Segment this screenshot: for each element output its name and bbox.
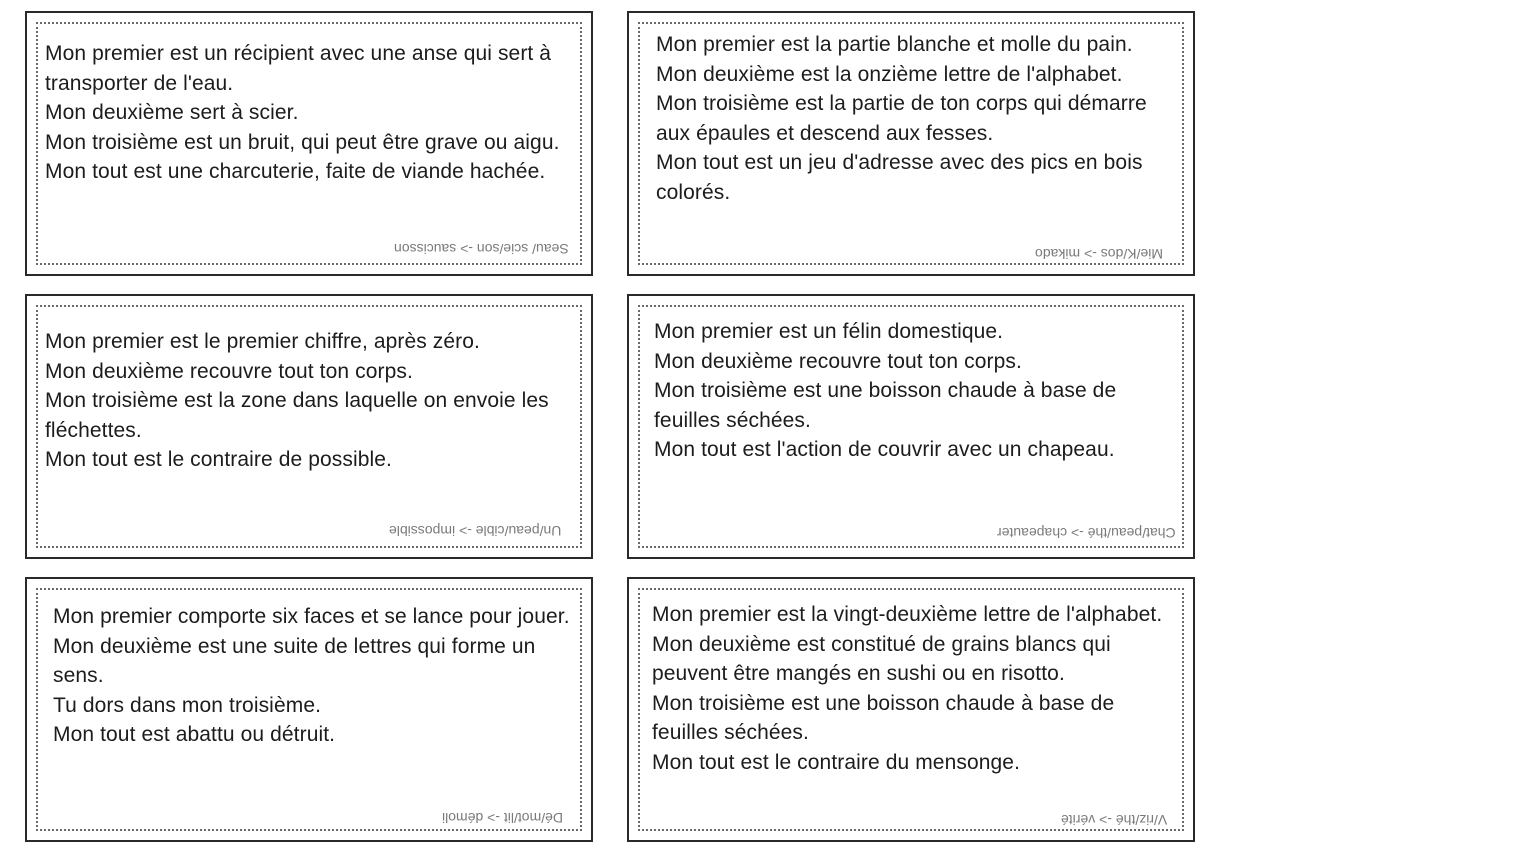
upside-down-answer: Un/peau/cible -> impossible bbox=[388, 523, 561, 539]
clue-whole: Mon tout est abattu ou détruit. bbox=[53, 723, 336, 747]
riddle-text bbox=[652, 600, 1179, 778]
riddle-card-chapeauter bbox=[627, 294, 1195, 559]
clue-first: Mon premier est un récipient avec une anse qui sert à transporter de l'eau. bbox=[45, 42, 552, 95]
riddle-text bbox=[45, 39, 577, 187]
riddle-text bbox=[654, 317, 1179, 465]
upside-down-answer: Seau/ scie/son -> saucisson bbox=[394, 241, 569, 257]
clue-whole: Mon tout est un jeu d'adresse avec des pics en bois colorés. bbox=[656, 151, 1143, 204]
riddle-text bbox=[45, 327, 577, 475]
clue-first: Mon premier comporte six faces et se lance pour jouer. bbox=[53, 605, 570, 628]
riddle-card-verite bbox=[627, 577, 1195, 842]
clue-whole: Mon tout est le contraire du mensonge. bbox=[652, 750, 1021, 774]
clue-third: Mon troisième est la zone dans laquelle on envoie les fléchettes. bbox=[45, 389, 549, 442]
clue-third: Mon troisième est la partie de ton corps qui démarre aux épaules et descend aux fesses. bbox=[656, 92, 1147, 145]
clue-whole: Mon tout est le contraire de possible. bbox=[45, 448, 392, 472]
clue-first: Mon premier est un félin domestique. bbox=[654, 320, 1004, 343]
clue-second: Mon deuxième sert à scier. bbox=[45, 101, 299, 125]
clue-whole: Mon tout est l'action de couvrir avec un chapeau. bbox=[654, 438, 1115, 462]
clue-third: Mon troisième est une boisson chaude à base de feuilles séchées. bbox=[654, 379, 1117, 432]
riddle-text bbox=[656, 30, 1179, 208]
upside-down-answer: Dé/mot/lit -> démoli bbox=[442, 810, 563, 826]
clue-third: Mon troisième est une boisson chaude à base de feuilles séchées. bbox=[652, 691, 1115, 745]
clue-first: Mon premier est la vingt-deuxième lettre de l'alphabet. bbox=[652, 603, 1163, 626]
clue-second: Mon deuxième recouvre tout ton corps. bbox=[45, 359, 413, 383]
clue-second: Mon deuxième recouvre tout ton corps. bbox=[654, 349, 1022, 373]
upside-down-answer: Chat/peau/thé -> chapeauter bbox=[997, 525, 1176, 541]
riddle-card-impossible bbox=[25, 294, 593, 559]
riddle-card-mikado bbox=[627, 11, 1195, 276]
upside-down-answer: V/riz/thé -> vérité bbox=[1060, 812, 1167, 828]
riddle-text bbox=[53, 602, 577, 750]
upside-down-answer: Mie/K/dos -> mikado bbox=[1035, 246, 1163, 262]
riddle-card-demoli bbox=[25, 577, 593, 842]
clue-second: Mon deuxième est constitué de grains blancs qui peuvent être mangés en sushi ou en risotto. bbox=[652, 632, 1111, 686]
clue-second: Mon deuxième est la onzième lettre de l'alphabet. bbox=[656, 62, 1123, 86]
clue-first: Mon premier est le premier chiffre, après zéro. bbox=[45, 330, 480, 353]
clue-third: Tu dors dans mon troisième. bbox=[53, 693, 322, 717]
clue-second: Mon deuxième est une suite de lettres qui forme un sens. bbox=[53, 634, 536, 688]
clue-whole: Mon tout est une charcuterie, faite de viande hachée. bbox=[45, 160, 546, 184]
clue-third: Mon troisième est un bruit, qui peut être grave ou aigu. bbox=[45, 130, 560, 154]
clue-first: Mon premier est la partie blanche et molle du pain. bbox=[656, 33, 1133, 56]
riddle-card-saucisson bbox=[25, 11, 593, 276]
